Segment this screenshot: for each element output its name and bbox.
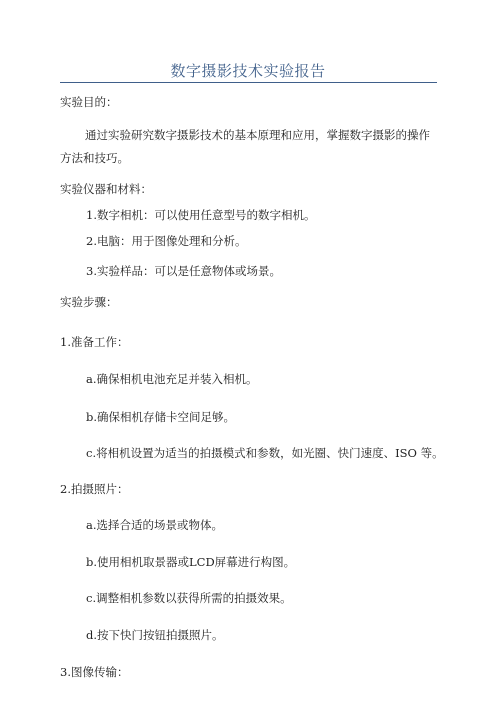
step-heading: 3.图像传输： <box>60 665 129 679</box>
steps-heading: 实验步骤： <box>60 295 118 309</box>
step-heading: 2.拍摄照片： <box>60 482 129 496</box>
title-underline <box>60 82 437 83</box>
step-item: c.调整相机参数以获得所需的拍摄效果。 <box>86 591 292 605</box>
step-item: b.使用相机取景器或LCD屏幕进行构图。 <box>86 555 296 569</box>
step-item: c.将相机设置为适当的拍摄模式和参数，如光圈、快门速度、ISO 等。 <box>86 446 444 460</box>
materials-item: 3.实验样品：可以是任意物体或场景。 <box>86 264 281 278</box>
objective-text-line-2: 方法和技巧。 <box>60 151 129 165</box>
document-title: 数字摄影技术实验报告 <box>170 62 326 80</box>
step-item: d.按下快门按钮拍摄照片。 <box>86 628 224 642</box>
step-item: a.确保相机电池充足并装入相机。 <box>86 372 258 386</box>
step-item: b.确保相机存储卡空间足够。 <box>86 410 236 424</box>
objective-text-line-1: 通过实验研究数字摄影技术的基本原理和应用，掌握数字摄影的操作 <box>85 128 430 142</box>
step-item: a.选择合适的场景或物体。 <box>86 518 224 532</box>
materials-item: 1.数字相机：可以使用任意型号的数字相机。 <box>86 208 316 222</box>
step-heading: 1.准备工作： <box>60 335 129 349</box>
objective-heading: 实验目的： <box>60 95 118 109</box>
materials-heading: 实验仪器和材料： <box>60 182 152 196</box>
materials-item: 2.电脑：用于图像处理和分析。 <box>86 234 247 248</box>
